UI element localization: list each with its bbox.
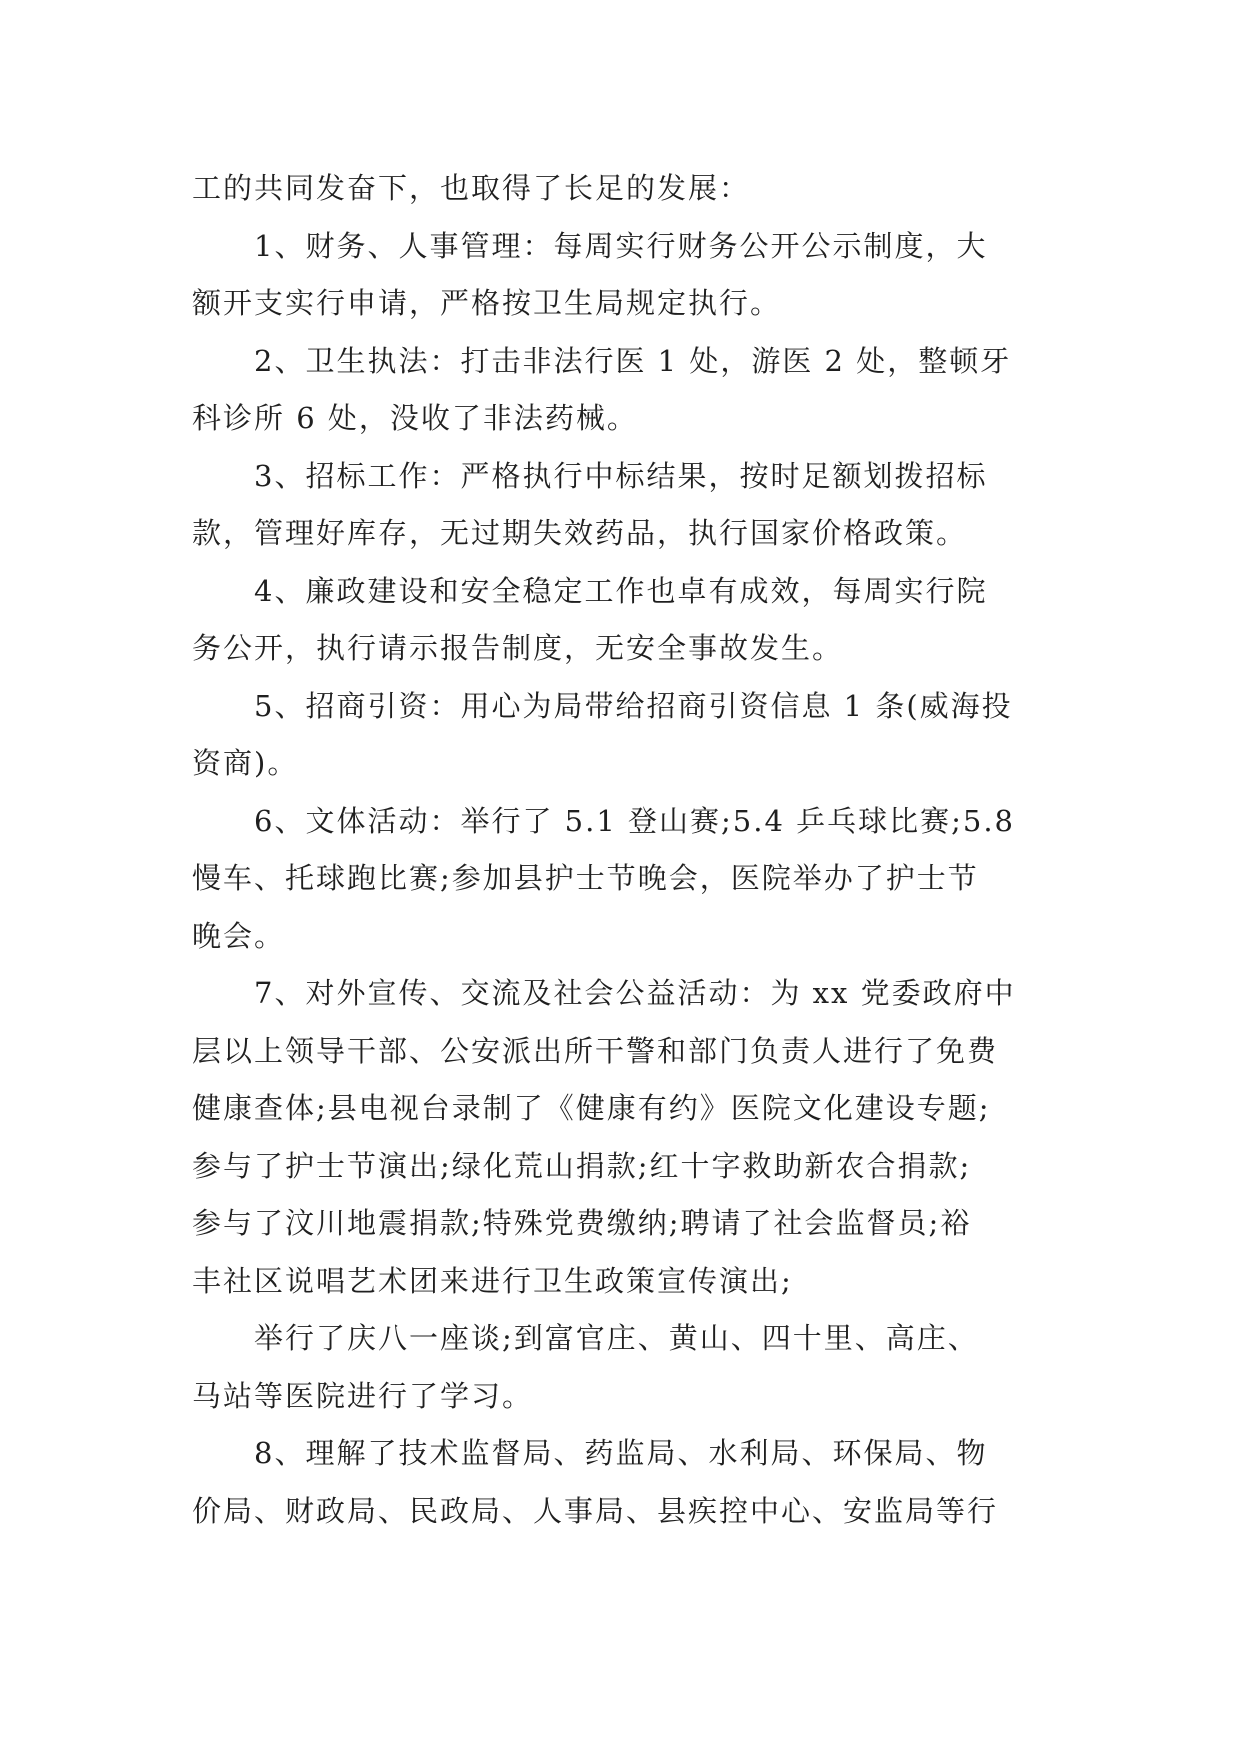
text-line: 举行了庆八一座谈;到富官庄、黄山、四十里、高庄、 (192, 1321, 979, 1355)
text-line: 科诊所 6 处，没收了非法药械。 (192, 401, 638, 435)
text-line: 慢车、托球跑比赛;参加县护士节晚会，医院举办了护士节 (192, 861, 979, 895)
text-line: 马站等医院进行了学习。 (192, 1378, 534, 1413)
text-line: 6、文体活动：举行了 5.1 登山赛;5.4 乒乓球比赛;5.8 (192, 803, 1016, 838)
text-line: 2、卫生执法：打击非法行医 1 处，游医 2 处，整顿牙 (192, 343, 1012, 378)
text-line: 8、理解了技术监督局、药监局、水利局、环保局、物 (192, 1436, 988, 1470)
text-line: 7、对外宣传、交流及社会公益活动：为 xx 党委政府中 (192, 976, 1016, 1010)
text-line: 健康查体;县电视台录制了《健康有约》医院文化建设专题; (192, 1091, 991, 1125)
text-line: 务公开，执行请示报告制度，无安全事故发生。 (192, 631, 844, 665)
text-line: 资商)。 (192, 746, 299, 780)
text-line: 4、廉政建设和安全稳定工作也卓有成效，每周实行院 (192, 573, 988, 608)
text-line: 工的共同发奋下，也取得了长足的发展： (192, 171, 751, 205)
text-line: 参与了护士节演出;绿化荒山捐款;红十字救助新农合捐款; (192, 1148, 972, 1183)
text-line: 丰社区说唱艺术团来进行卫生政策宣传演出; (192, 1263, 793, 1298)
text-line: 晚会。 (192, 918, 286, 953)
text-line: 款，管理好库存，无过期失效药品，执行国家价格政策。 (192, 516, 968, 550)
text-line: 3、招标工作：严格执行中标结果，按时足额划拨招标 (192, 458, 988, 493)
document-body (192, 160, 1072, 1540)
text-line: 价局、财政局、民政局、人事局、县疾控中心、安监局等行 (192, 1493, 999, 1528)
text-line: 5、招商引资：用心为局带给招商引资信息 1 条(威海投 (192, 688, 1013, 723)
text-line: 层以上领导干部、公安派出所干警和部门负责人进行了免费 (192, 1033, 999, 1068)
text-line: 参与了汶川地震捐款;特殊党费缴纳;聘请了社会监督员;裕 (192, 1206, 972, 1240)
text-line: 1、财务、人事管理：每周实行财务公开公示制度，大 (192, 228, 988, 263)
text-line: 额开支实行申请，严格按卫生局规定执行。 (192, 286, 782, 320)
